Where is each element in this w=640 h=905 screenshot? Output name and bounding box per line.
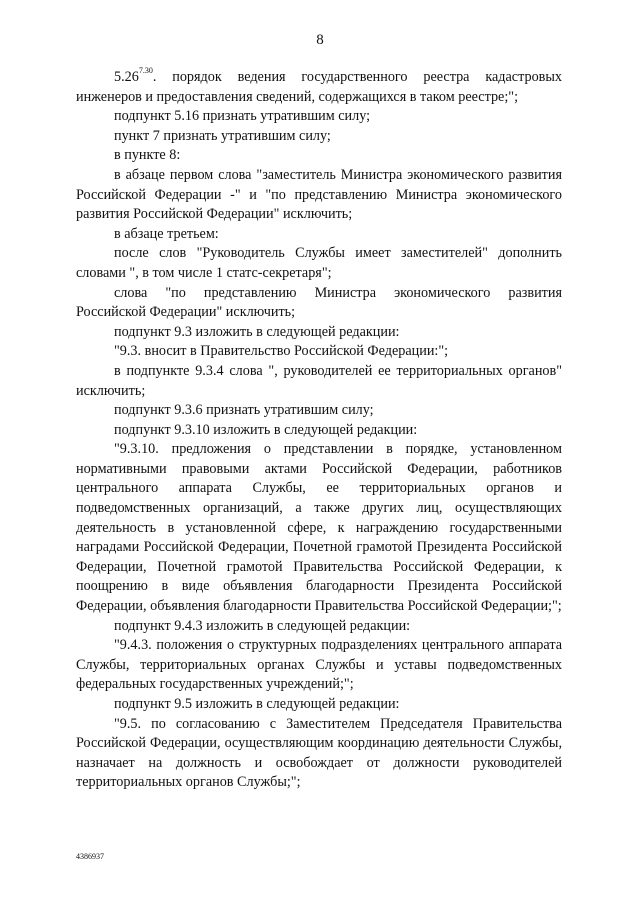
paragraph: подпункт 9.4.3 изложить в следующей редакции: bbox=[114, 617, 411, 634]
document-body bbox=[76, 68, 562, 793]
paragraph: после слов "Руководитель Службы имеет заместителей" дополнить словами ", в том числе 1 статс-секретаря"; bbox=[76, 245, 562, 281]
paragraph: подпункт 5.16 признать утратившим силу; bbox=[114, 108, 371, 125]
paragraph: в абзаце первом слова "заместитель Министра экономического развития Российской Федерации -" и "по представлению Министра экономического развития Российской Федерации" исключить; bbox=[76, 166, 562, 223]
paragraph: в абзаце третьем: bbox=[114, 225, 219, 242]
paragraph-5-26 bbox=[76, 68, 562, 107]
paragraph: "9.3. вносит в Правительство Российской Федерации:"; bbox=[114, 343, 449, 360]
document-id: 4386937 bbox=[76, 852, 104, 861]
item-superscript: 7.30 bbox=[138, 66, 153, 76]
paragraph: "9.3.10. предложения о представлении в порядке, установленном нормативными правовыми актами Российской Федерации, работников центрального аппарата Службы, ее территориальных органов и подведомственных организаций, а также других лиц, осуществляющих деятельность в установленной сфере, к награждению государственными наградами Российской Федерации, Почетной грамотой Президента Российской Федерации, Почетной грамотой Правительства Российской Федерации, к поощрению в виде объявления благодарности Президента Российской Федерации, объявления благодарности Правительства Российской Федерации;"; bbox=[76, 441, 562, 615]
paragraph: подпункт 9.5 изложить в следующей редакции: bbox=[114, 696, 400, 712]
paragraph: подпункт 9.3.10 изложить в следующей редакции: bbox=[114, 421, 418, 438]
paragraph: подпункт 9.3 изложить в следующей редакции: bbox=[114, 323, 400, 340]
paragraph: слова "по представлению Министра экономического развития Российской Федерации" исключить; bbox=[76, 284, 562, 321]
paragraph: подпункт 9.3.6 признать утратившим силу; bbox=[114, 402, 374, 419]
paragraph: в пункте 8: bbox=[114, 147, 181, 164]
paragraph: пункт 7 признать утратившим силу; bbox=[114, 127, 331, 144]
paragraph: "9.5. по согласованию с Заместителем Председателя Правительства Российской Федерации, осуществляющим координацию деятельности Службы, назначает на должность и освобождает от должности руководителей территориальных органов Службы;"; bbox=[76, 715, 562, 791]
item-text: . порядок ведения государственного реестра кадастровых инженеров и предоставления сведений, содержащихся в таком реестре;"; bbox=[76, 69, 562, 105]
item-number: 5.26 bbox=[114, 69, 139, 85]
paragraph: в подпункте 9.3.4 слова ", руководителей ее территориальных органов" исключить; bbox=[76, 362, 562, 399]
page-number: 8 bbox=[316, 32, 324, 48]
paragraph: "9.4.3. положения о структурных подразделениях центрального аппарата Службы, территориальных органах Службы и уставы подведомственных федеральных государственных учреждений;"; bbox=[76, 637, 562, 693]
